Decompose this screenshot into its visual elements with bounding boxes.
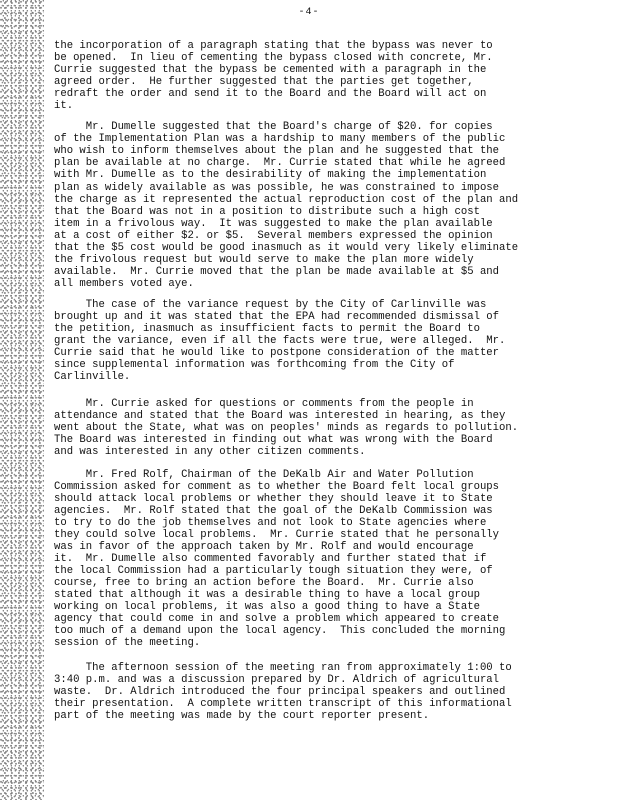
scan-edge-noise xyxy=(0,0,44,800)
paragraph-implementation-plan-charge: Mr. Dumelle suggested that the Board's charge of $20. for copies of the Implementation Plan was a hardship to many members of the public who wish to inform themselves about the plan and he suggested that the plan be available at no charge. Mr. Currie stated that while he agreed with Mr. Dumelle as to the desirability of making the implementation plan as widely available as was possible, he was constrained to impose the charge as it represented the actual reproduction cost of the plan and that the Board was not in a position to distribute such a high cost item in a frivolous way. It was suggested to make the plan available at a cost of either $2. or $5. Several members expressed the opinion that the $5 cost would be good inasmuch as it would very likely eliminate the frivolous request but would serve to make the plan more widely available. Mr. Currie moved that the plan be made available at $5 and all members voted aye. xyxy=(54,121,519,290)
page-number: -4- xyxy=(298,7,320,18)
paragraph-carlinville-variance: The case of the variance request by the City of Carlinville was brought up and it was stated that the EPA had recommended dismissal of the petition, inasmuch as insufficient facts to permit the Board to grant the variance, even if all the facts were true, were alleged. Mr. Currie said that he would like to postpone consideration of the matter since supplemental information was forthcoming from the City of Carlinville. xyxy=(54,298,506,384)
paragraph-afternoon-session: The afternoon session of the meeting ran from approximately 1:00 to 3:40 p.m. and was a discussion prepared by Dr. Aldrich of agricultural waste. Dr. Aldrich introduced the four principal speakers and outlined their presentation. A complete written transcript of this informational part of the meeting was made by the court reporter present. xyxy=(54,662,512,723)
paragraph-citizen-comments: Mr. Currie asked for questions or comments from the people in attendance and stated that the Board was interested in hearing, as they went about the State, what was on peoples' minds as regards to pollution. The Board was interested in finding out what was wrong with the Board and was interested in any other citizen comments. xyxy=(54,398,519,459)
paragraph-bypass-order: the incorporation of a paragraph stating that the bypass was never to be opened. In lieu of cementing the bypass closed with concrete, Mr. Currie suggested that the bypass be cemented with a paragraph in the agreed order. He further suggested that the parties get together, redraft the order and send it to the Board and the Board will act on it. xyxy=(54,40,493,113)
paragraph-dekalb-commission: Mr. Fred Rolf, Chairman of the DeKalb Air and Water Pollution Commission asked for comment as to whether the Board felt local groups should attack local problems or whether they should leave it to State agencies. Mr. Rolf stated that the goal of the DeKalb Commission was to try to do the job themselves and not look to State agencies where they could solve local problems. Mr. Currie stated that he personally was in favor of the approach taken by Mr. Rolf and would encourage it. Mr. Dumelle also commented favorably and further stated that if the local Commission had a particularly tough situation they were, of course, free to bring an action before the Board. Mr. Currie also stated that although it was a desirable thing to have a local group working on local problems, it was also a good thing to have a State agency that could come in and solve a problem which appeared to create too much of a demand upon the local agency. This concluded the morning session of the meeting. xyxy=(54,468,506,650)
page-body xyxy=(54,40,584,722)
